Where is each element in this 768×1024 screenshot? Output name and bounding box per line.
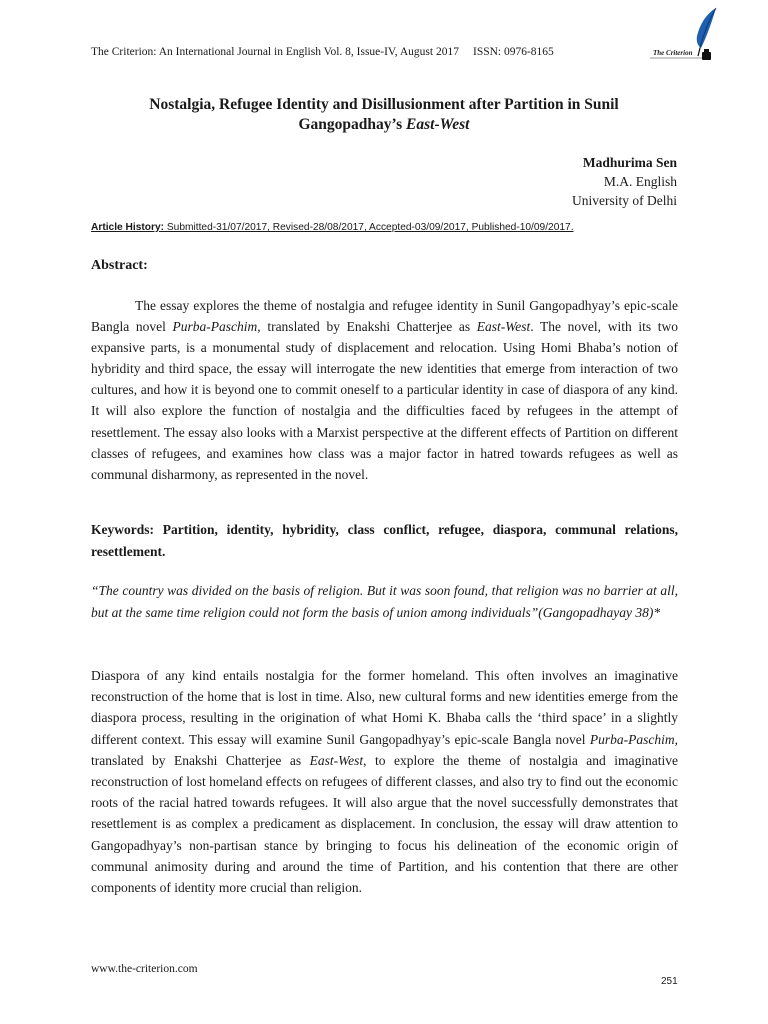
body-italic-2: East-West xyxy=(309,752,364,768)
epigraph-quote: “The country was divided on the basis of religion. But it was soon found, that religion was no barrier at all, but at the same time religion could not form the basis of union among individuals”(Gangopadhayay 38)* xyxy=(91,583,678,620)
history-label: Article History: xyxy=(91,222,165,233)
body-text-1: Diaspora of any kind entails nostalgia for the former homeland. This often involves an imaginative reconstruction of the home that is lost in time. Also, new cultural forms and new identities emerge from the diaspora process, resulting in the origination of what Homi K. Bhaba calls the ‘third space’ in a slightly different context. This essay will examine Sunil Gangopadhyay’s epic-scale Bangla novel xyxy=(91,668,678,747)
title-line-2 xyxy=(90,115,678,135)
article-history xyxy=(91,222,574,233)
body-paragraph xyxy=(91,665,678,898)
abstract-paragraph xyxy=(91,295,678,485)
title-italic: East-West xyxy=(406,116,470,133)
author-affiliation: University of Delhi xyxy=(572,193,677,208)
page-number: 251 xyxy=(661,976,678,987)
title-prefix: Gangopadhay’s xyxy=(298,116,407,133)
body-italic-1: Purba-Paschim, xyxy=(589,731,678,747)
footer-url[interactable]: www.the-criterion.com xyxy=(91,963,198,975)
logo-text: The Criterion xyxy=(653,49,693,57)
abstract-text-1: The essay explores the theme of nostalgia and refugee identity in Sunil Gangopadhyay’s epic-scale Bangla novel xyxy=(91,298,678,335)
author-name: Madhurima Sen xyxy=(582,155,677,170)
history-dates: Submitted-31/07/2017, Revised-28/08/2017, Accepted-03/09/2017, Published-10/09/2017. xyxy=(164,222,574,233)
abstract-heading: Abstract: xyxy=(91,258,148,273)
keywords: Keywords: Partition, identity, hybridity, class conflict, refugee, diaspora, communal relations, resettlement. xyxy=(91,522,678,559)
abstract-text-2: , translated by Enakshi Chatterjee as xyxy=(257,319,477,335)
body-text-2: translated by Enakshi Chatterjee as xyxy=(91,752,310,768)
article-title xyxy=(90,95,678,135)
body-text-3: , to explore the theme of nostalgia and imaginative reconstruction of lost homeland effects on refugees of different classes, and also try to find out the economic roots of the racial hatred towards refugees. It will also argue that the novel successfully demonstrates that resettlement is as complex a predicament as displacement. In conclusion, the essay will draw attention to Gangopadhyay’s non-partisan stance by bringing to focus his delineation of the economic origin of communal animosity during and around the time of Partition, and his contention that there are other components of identity more crucial than religion. xyxy=(91,752,679,896)
header-line xyxy=(91,46,554,58)
author-degree: M.A. English xyxy=(603,174,677,189)
abstract-text-3: . The novel, with its two expansive parts, is a monumental study of displacement and relocation. Using Homi Bhaba’s notion of hybridity and third space, the essay will interrogate the new identities that emerge from interaction of two cultures, and how it is beyond one to commit oneself to a particular identity in case of diaspora of any kind. It will also explore the function of nostalgia and the difficulties faced by refugees in the attempt of resettlement. The essay also looks with a Marxist perspective at the different effects of Partition on different classes of refugees, and examines how class was a major factor in hatred towards refugees as well as communal disharmony, as represented in the novel. xyxy=(91,319,679,482)
abstract-italic-2: East-West xyxy=(476,319,531,335)
issn: ISSN: 0976-8165 xyxy=(472,46,554,58)
ink-bottle-icon xyxy=(702,49,711,60)
author-block xyxy=(572,153,677,210)
title-line-1: Nostalgia, Refugee Identity and Disillusionment after Partition in Sunil xyxy=(149,96,619,113)
abstract-italic-1: Purba-Paschim xyxy=(172,319,258,335)
journal-name: The Criterion: An International Journal in English Vol. 8, Issue-IV, August 2017 xyxy=(91,46,459,58)
